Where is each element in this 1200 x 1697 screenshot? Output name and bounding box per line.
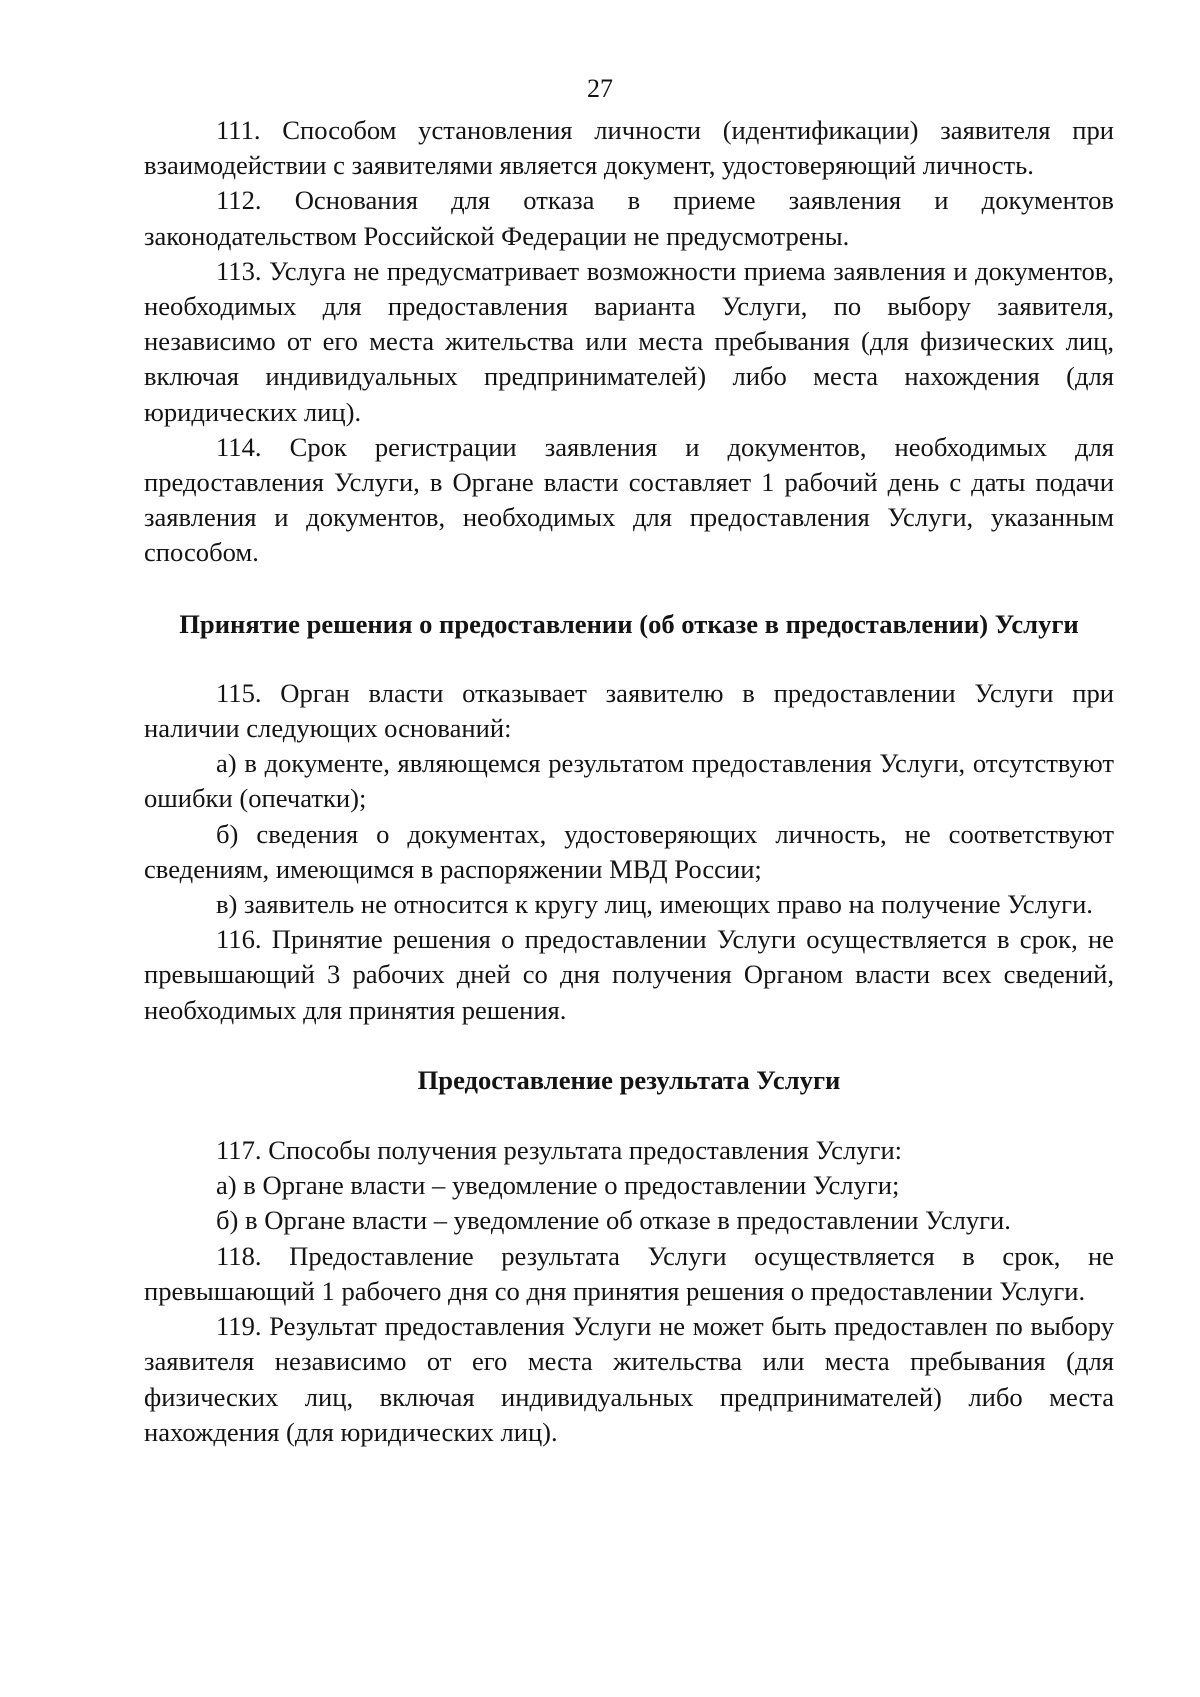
paragraph-117-a: а) в Органе власти – уведомление о предоставлении Услуги; — [216, 1170, 900, 1201]
page-number: 27 — [587, 74, 613, 103]
section-heading-result: Предоставление результата Услуги — [417, 1064, 841, 1095]
section-heading-decision: Принятие решения о предоставлении (об отказе в предоставлении) Услуги — [179, 608, 1079, 639]
paragraph-115-b: б) сведения о документах, удостоверяющих личность, не соответствуют сведениям, имеющимся в распоряжении МВД России; — [144, 818, 1114, 884]
paragraph-114: 114. Срок регистрации заявления и документов, необходимых для предоставления Услуги, в Органе власти составляет 1 рабочий день с даты подачи заявления и документов, необходимых для предоставления Услуги, указанным способом. — [144, 431, 1114, 568]
paragraph-115-v: в) заявитель не относится к кругу лиц, имеющих право на получение Услуги. — [216, 889, 1093, 920]
paragraph-118: 118. Предоставление результата Услуги осуществляется в срок, не превышающий 1 рабочего дня со дня принятия решения о предоставлении Услуги. — [144, 1240, 1114, 1306]
paragraph-117: 117. Способы получения результата предоставления Услуги: — [216, 1135, 903, 1166]
paragraph-119: 119. Результат предоставления Услуги не может быть предоставлен по выбору заявителя независимо от его места жительства или места пребывания (для физических лиц, включая индивидуальных предпринимателей) либо места нахождения (для юридических лиц). — [144, 1311, 1114, 1447]
paragraph-115: 115. Орган власти отказывает заявителю в предоставлении Услуги при наличии следующих оснований: — [144, 677, 1114, 744]
paragraph-111: 111. Способом установления личности (идентификации) заявителя при взаимодействии с заявителями является документ, удостоверяющий личность. — [144, 115, 1114, 181]
paragraph-112: 112. Основания для отказа в приеме заявления и документов законодательством Российской Федерации не предусмотрены. — [144, 185, 1114, 251]
paragraph-115-a: а) в документе, являющемся результатом предоставления Услуги, отсутствуют ошибки (опечатки); — [144, 748, 1114, 814]
paragraph-113: 113. Услуга не предусматривает возможности приема заявления и документов, необходимых для предоставления варианта Услуги, по выбору заявителя, независимо от его места жительства или места пребывания (для физических лиц, включая индивидуальных предпринимателей) либо места нахождения (для юридических лиц). — [144, 255, 1114, 427]
paragraph-116: 116. Принятие решения о предоставлении Услуги осуществляется в срок, не превышающий 3 рабочих дней со дня получения Органом власти всех сведений, необходимых для принятия решения. — [144, 924, 1114, 1025]
paragraph-117-b: б) в Органе власти – уведомление об отказе в предоставлении Услуги. — [216, 1205, 1011, 1236]
document-body — [144, 113, 1114, 1450]
